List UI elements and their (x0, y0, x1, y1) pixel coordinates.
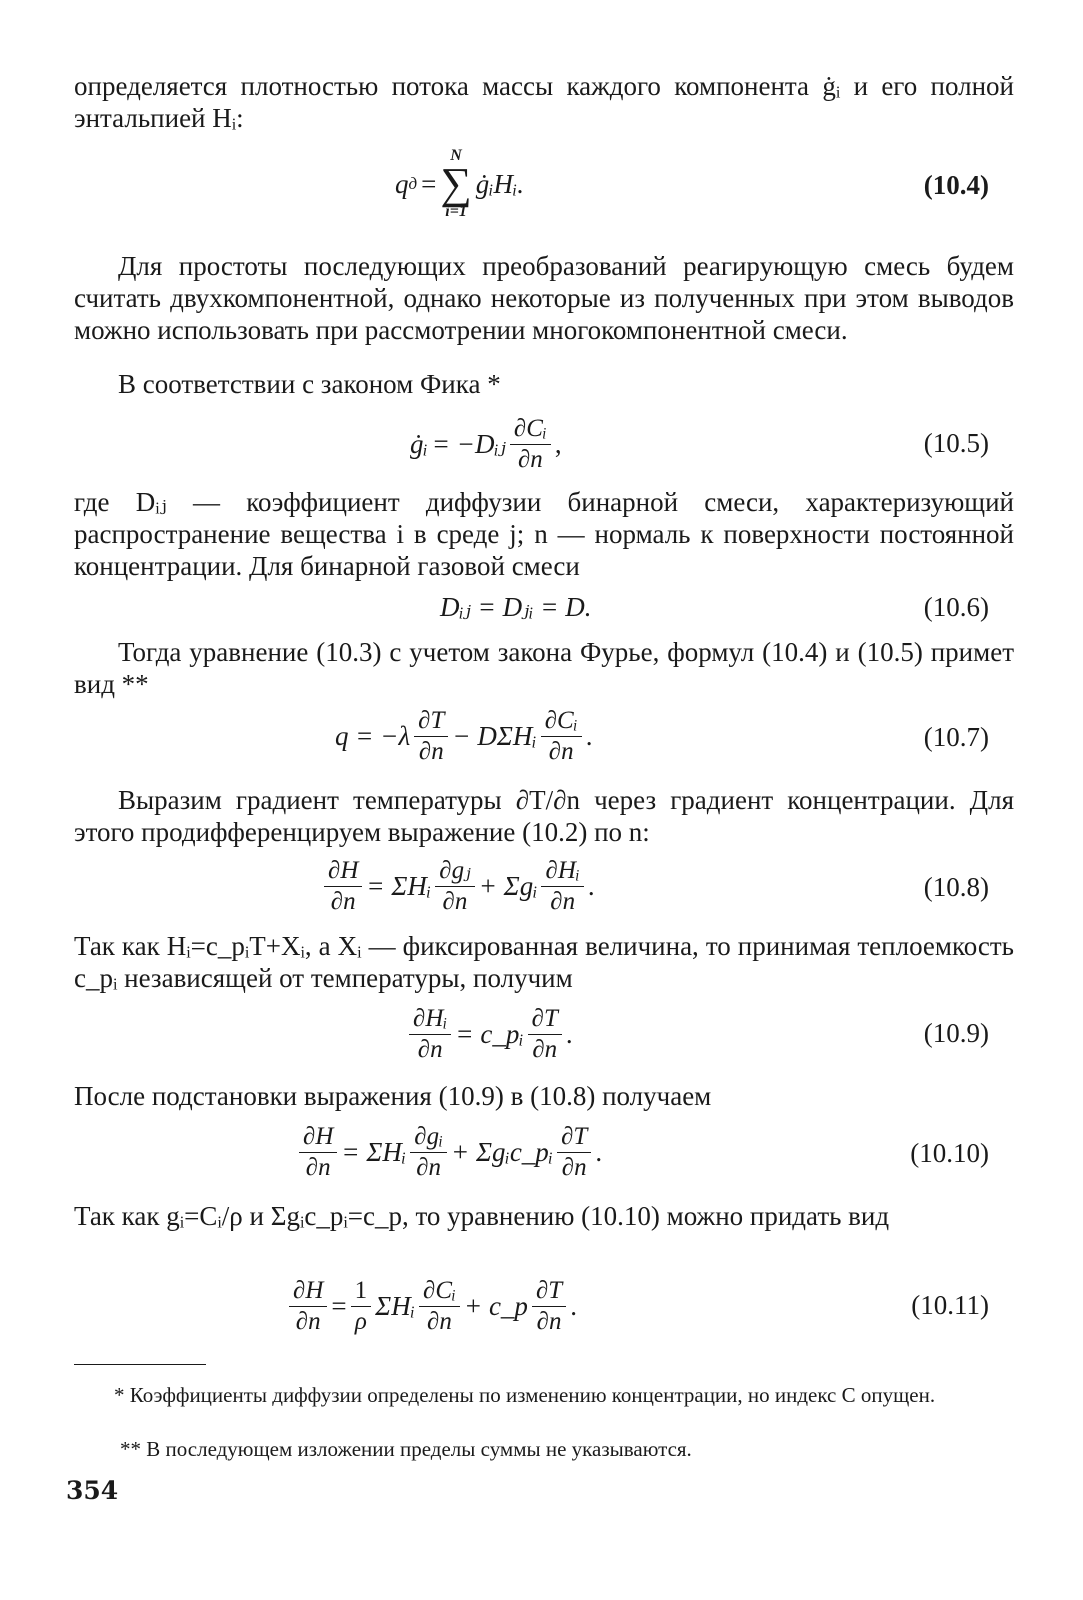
fraction-denominator: ∂n (550, 888, 576, 915)
eq8-suffix: . (587, 871, 595, 901)
fraction-numerator: 1 (351, 1276, 372, 1307)
paragraph-4: где Dᵢⱼ — коэффициент диффузии бинарной смеси, характеризующий распространение вещества i в среде j; n — нормаль к поверхности постоянной концентрации. Для бинарной газовой смеси (74, 487, 1014, 581)
eq10-fraction-3 (557, 1122, 591, 1183)
eq4-lhs-sub: д (408, 174, 418, 193)
fraction-denominator: ∂n (305, 1154, 331, 1181)
eq9-suffix: . (565, 1019, 573, 1049)
eq4-equals: = (421, 168, 437, 199)
fraction-denominator: ∂n (536, 1308, 562, 1335)
equation-10-8 (0, 856, 1083, 920)
eq11-fraction-1 (289, 1276, 327, 1337)
sigma-icon: ∑ (440, 159, 472, 208)
fraction-denominator: ∂n (330, 888, 356, 915)
fraction-denominator: ∂n (517, 446, 543, 473)
eq10-suffix: . (595, 1137, 603, 1167)
eq7-suffix: . (585, 721, 593, 751)
footnote-2: ** В последующем изложении пределы суммы не указываются. (120, 1437, 692, 1461)
eq11-mid-2: ΣHᵢ (375, 1291, 415, 1321)
fraction-numerator: ∂gᵢ (410, 1122, 447, 1153)
eq5-fraction (510, 414, 551, 475)
equation-10-9 (0, 1004, 1083, 1068)
equation-10-10 (0, 1122, 1083, 1186)
equation-10-6-formula (440, 592, 592, 623)
paragraph-6: Выразим градиент температуры ∂T/∂n через градиент концентрации. Для этого продифференцируем выражение (10.2) по n: (74, 785, 1014, 847)
eq4-lhs: q (395, 168, 409, 199)
eq10-mid-1: = ΣHᵢ (341, 1137, 407, 1167)
eq9-fraction-1 (409, 1004, 451, 1065)
equation-10-4 (0, 148, 1083, 228)
paragraph-7: Так как Hᵢ=c_pᵢT+Xᵢ, а Xᵢ — фиксированная величина, то принимая теплоемкость c_pᵢ независящей от температуры, получим (74, 931, 1014, 993)
equation-10-11 (0, 1276, 1083, 1340)
eq11-suffix: . (570, 1291, 577, 1321)
fraction-numerator: ∂Cᵢ (541, 706, 582, 737)
eq9-fraction-2 (528, 1004, 562, 1065)
fraction-numerator: ∂Hᵢ (541, 856, 583, 887)
eq5-rhs-prefix: = −Dᵢⱼ (431, 429, 506, 459)
eq10-fraction-2 (410, 1122, 447, 1183)
fraction-denominator: ∂n (532, 1036, 558, 1063)
fraction-denominator: ρ (354, 1308, 367, 1335)
eq11-fraction-3 (419, 1276, 460, 1337)
equation-10-10-formula (295, 1122, 602, 1183)
eq5-lhs: ġᵢ (410, 429, 428, 459)
fraction-numerator: ∂Cᵢ (419, 1276, 460, 1307)
equation-10-9-formula (405, 1004, 573, 1065)
eq8-fraction-1 (324, 856, 362, 917)
paragraph-2: Для простоты последующих преобразований реагирующую смесь будем считать двухкомпонентной, однако некоторые из полученных при этом выводов можно использовать при рассмотрении многокомпонентной смеси. (74, 251, 1014, 345)
equation-number-10-8: (10.8) (923, 872, 989, 902)
eq9-mid: = c_pᵢ (455, 1019, 524, 1049)
fraction-numerator: ∂H (289, 1276, 327, 1307)
page-number: 354 (66, 1476, 119, 1505)
paragraph-9: Так как gᵢ=Cᵢ/ρ и Σgᵢc_pᵢ=c_p, то уравнению (10.10) можно придать вид (74, 1201, 890, 1231)
equation-10-6 (0, 592, 1083, 628)
fraction-denominator: ∂n (561, 1154, 587, 1181)
fraction-numerator: ∂H (299, 1122, 337, 1153)
eq10-mid-2: + Σgᵢc_pᵢ (451, 1137, 554, 1167)
eq8-fraction-3 (541, 856, 583, 917)
fraction-numerator: ∂T (557, 1122, 591, 1153)
fraction-denominator: ∂n (548, 738, 574, 765)
sum-upper-limit: N (450, 147, 462, 164)
fraction-numerator: ∂H (324, 856, 362, 887)
equation-10-4-formula (395, 148, 524, 220)
equation-number-10-4: (10.4) (923, 170, 989, 200)
equation-number-10-9: (10.9) (923, 1018, 989, 1048)
fraction-denominator: ∂n (417, 1036, 443, 1063)
equation-number-10-10: (10.10) (910, 1138, 989, 1168)
equation-10-7 (0, 706, 1083, 770)
paragraph-3: В соответствии с законом Фика * (118, 369, 501, 399)
footnote-1: * Коэффициенты диффузии определены по изменению концентрации, но индекс C опущен. (114, 1383, 936, 1407)
eq8-mid-2: + Σgᵢ (478, 871, 538, 901)
equation-number-10-5: (10.5) (923, 428, 989, 458)
eq7-mid: − DΣHᵢ (452, 721, 537, 751)
equation-10-5 (0, 414, 1083, 478)
fraction-denominator: ∂n (295, 1308, 321, 1335)
eq8-fraction-2 (435, 856, 474, 917)
fraction-numerator: ∂Hᵢ (409, 1004, 451, 1035)
equation-number-10-6: (10.6) (923, 592, 989, 622)
fraction-numerator: ∂Cᵢ (510, 414, 551, 445)
eq7-fraction-2 (541, 706, 582, 767)
eq5-suffix: , (554, 429, 562, 459)
equation-10-7-formula (335, 706, 592, 767)
paragraph-1: определяется плотностью потока массы каждого компонента ġᵢ и его полной энтальпией Hᵢ: (74, 71, 1014, 133)
eq7-fraction-1 (414, 706, 448, 767)
eq8-mid-1: = ΣHᵢ (366, 871, 432, 901)
equation-10-8-formula (320, 856, 595, 917)
fraction-numerator: ∂T (528, 1004, 562, 1035)
paragraph-5: Тогда уравнение (10.3) с учетом закона Фурье, формул (10.4) и (10.5) примет вид ** (74, 637, 1014, 699)
fraction-numerator: ∂T (532, 1276, 566, 1307)
eq11-fraction-2 (351, 1276, 372, 1337)
equation-number-10-11: (10.11) (911, 1290, 989, 1320)
eq10-fraction-1 (299, 1122, 337, 1183)
eq11-mid-3: + c_p (463, 1291, 528, 1321)
fraction-denominator: ∂n (418, 738, 444, 765)
fraction-denominator: ∂n (442, 888, 468, 915)
sigma-sum-symbol (440, 148, 471, 220)
eq4-rhs: ġᵢHᵢ. (475, 168, 525, 199)
paragraph-8: После подстановки выражения (10.9) в (10.8) получаем (74, 1081, 712, 1111)
fraction-denominator: ∂n (416, 1154, 442, 1181)
footnote-divider (74, 1364, 206, 1365)
fraction-denominator: ∂n (427, 1308, 452, 1335)
sum-lower-limit: i=1 (445, 203, 467, 220)
eq11-fraction-4 (532, 1276, 566, 1337)
equation-10-5-formula (410, 414, 562, 475)
eq7-lhs: q = −λ (335, 721, 411, 751)
fraction-numerator: ∂T (414, 706, 448, 737)
eq11-mid-1: = (331, 1291, 347, 1321)
fraction-numerator: ∂gⱼ (435, 856, 474, 887)
eq6-text: Dᵢⱼ = Dⱼᵢ = D. (440, 592, 592, 622)
equation-10-11-formula (285, 1276, 577, 1337)
equation-number-10-7: (10.7) (923, 722, 989, 752)
